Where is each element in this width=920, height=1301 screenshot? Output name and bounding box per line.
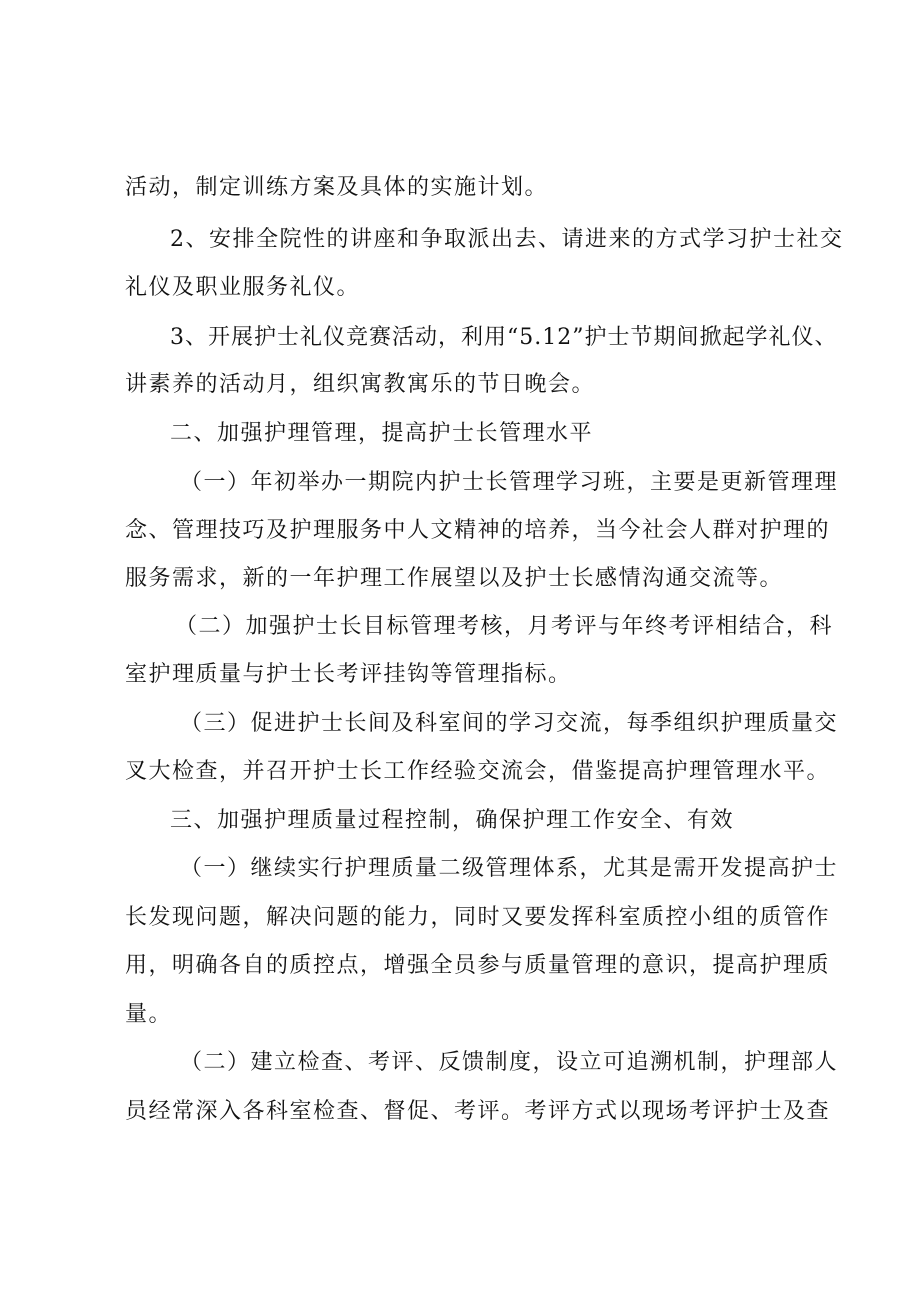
text-line: 讲素养的活动月，组织寓教寓乐的节日晚会。: [125, 372, 596, 397]
text-line: （一）继续实行护理质量二级管理体系，尤其是需开发提高护士: [180, 856, 839, 881]
text-line: （一）年初举办一期院内护士长管理学习班，主要是更新管理理: [180, 470, 839, 495]
text-line: 用，明确各自的质控点，增强全员参与质量管理的意识，提高护理质: [125, 953, 831, 978]
text-line: 量。: [125, 1002, 173, 1027]
text-line: 礼仪及职业服务礼仪。: [125, 275, 361, 300]
text-line: （二）建立检查、考评、反馈制度，设立可追溯机制，护理部人: [180, 1050, 839, 1075]
text-line: 3、开展护士礼仪竞赛活动，利用“5.12”护士节期间掀起学礼仪、: [170, 325, 838, 350]
text-line: （二）加强护士长目标管理考核，月考评与年终考评相结合，科: [175, 614, 834, 639]
text-line: 长发现问题，解决问题的能力，同时又要发挥科室质控小组的质管作: [125, 905, 831, 930]
section-heading: 三、加强护理质量过程控制，确保护理工作安全、有效: [170, 808, 735, 833]
text-line: 活动，制定训练方案及具体的实施计划。: [125, 175, 549, 200]
text-line: 室护理质量与护士长考评挂钩等管理指标。: [125, 662, 572, 687]
text-line: 叉大检查，并召开护士长工作经验交流会，借鉴提高护理管理水平。: [125, 759, 831, 784]
text-line: 员经常深入各科室检查、督促、考评。考评方式以现场考评护士及查: [125, 1099, 831, 1124]
section-heading: 二、加强护理管理，提高护士长管理水平: [170, 421, 594, 446]
text-line: （三）促进护士长间及科室间的学习交流，每季组织护理质量交: [180, 711, 839, 736]
text-line: 服务需求，新的一年护理工作展望以及护士长感情沟通交流等。: [125, 566, 784, 591]
text-line: 2、安排全院性的讲座和争取派出去、请进来的方式学习护士社交: [170, 227, 844, 252]
text-line: 念、管理技巧及护理服务中人文精神的培养，当今社会人群对护理的: [125, 518, 831, 543]
